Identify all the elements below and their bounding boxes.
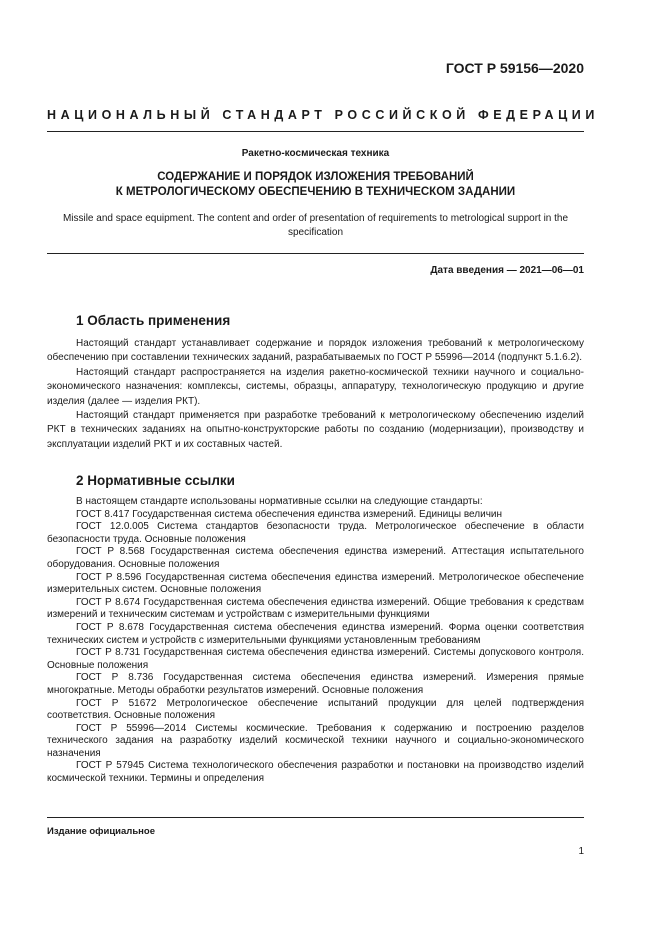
title-divider bbox=[47, 253, 584, 254]
reference-item: ГОСТ Р 8.731 Государственная система обеспечения единства измерений. Системы допускового контроля. Основные положения bbox=[47, 647, 584, 671]
document-id: ГОСТ Р 59156—2020 bbox=[445, 60, 584, 76]
footer-divider bbox=[47, 817, 584, 818]
reference-item: ГОСТ Р 8.674 Государственная система обеспечения единства измерений. Общие требования к средствам измерений и техническим системам и устройствам с измерительными функциями bbox=[47, 596, 584, 621]
reference-item: ГОСТ 8.417 Государственная система обеспечения единства измерений. Единицы величин bbox=[76, 508, 503, 520]
title-line: СОДЕРЖАНИЕ И ПОРЯДОК ИЗЛОЖЕНИЯ ТРЕБОВАНИЙ bbox=[157, 171, 474, 183]
paragraph: Настоящий стандарт устанавливает содержание и порядок изложения требований к метрологическому обеспечению при составлении технических заданий, разрабатываемых по ГОСТ Р 55996—2014 (подпункт 5.1.6.2). bbox=[47, 338, 584, 364]
official-edition-label: Издание официальное bbox=[47, 826, 155, 837]
reference-item: ГОСТ Р 8.678 Государственная система обеспечения единства измерений. Форма оценки соответствия технических систем и устройств с измерительными функциями установленным требованиям bbox=[47, 621, 584, 646]
introduction-date: Дата введения — 2021—06—01 bbox=[430, 265, 584, 276]
reference-item: ГОСТ Р 8.736 Государственная система обеспечения единства измерений. Измерения прямые многократные. Методы обработки результатов измерений. Основные положения bbox=[47, 672, 584, 696]
topic-line: Ракетно-космическая техника bbox=[241, 148, 390, 159]
section-references-body bbox=[47, 496, 584, 786]
title-line: К МЕТРОЛОГИЧЕСКОМУ ОБЕСПЕЧЕНИЮ В ТЕХНИЧЕСКОМ ЗАДАНИИ bbox=[115, 186, 516, 198]
document-title bbox=[47, 170, 584, 200]
reference-item: ГОСТ 12.0.005 Система стандартов безопасности труда. Метрологическое обеспечение в области безопасности труда. Основные положения bbox=[47, 521, 584, 545]
english-title: Missile and space equipment. The content and order of presentation of requirements to metrological support in the specification bbox=[62, 213, 569, 238]
paragraph: Настоящий стандарт распространяется на изделия ракетно-космической техники научного и социально-экономического назначения: комплексы, системы, образцы, аппаратуру, технологическую продукцию и другие изделия (далее — изделия РКТ). bbox=[47, 366, 584, 407]
reference-item: ГОСТ Р 8.568 Государственная система обеспечения единства измерений. Аттестация испытательного оборудования. Основные положения bbox=[47, 546, 584, 570]
paragraph: В настоящем стандарте использованы нормативные ссылки на следующие стандарты: bbox=[76, 496, 483, 507]
top-divider bbox=[47, 131, 584, 132]
reference-item: ГОСТ Р 8.596 Государственная система обеспечения единства измерений. Метрологическое обеспечение измерительных систем. Основные положения bbox=[47, 571, 584, 596]
reference-item: ГОСТ Р 57945 Система технологического обеспечения разработки и постановки на производство изделий космической техники. Термины и определения bbox=[47, 760, 584, 785]
page-number: 1 bbox=[578, 846, 584, 857]
paragraph: Настоящий стандарт применяется при разработке требований к метрологическому обеспечению изделий РКТ в технических заданиях на опытно-конструкторские работы по созданию (модернизации), производству и эксплуатации изделий РКТ и их составных частей. bbox=[47, 410, 584, 450]
reference-item: ГОСТ Р 55996—2014 Системы космические. Требования к содержанию и построению разделов технического задания на разработку изделий космической техники научного и социально-экономического назначения bbox=[47, 722, 584, 759]
standard-banner: НАЦИОНАЛЬНЫЙ СТАНДАРТ РОССИЙСКОЙ ФЕДЕРАЦИИ bbox=[47, 108, 599, 122]
reference-item: ГОСТ Р 51672 Метрологическое обеспечение испытаний продукции для целей подтверждения соответствия. Основные положения bbox=[47, 697, 584, 722]
section-scope-body bbox=[47, 337, 584, 452]
section-heading-references: 2 Нормативные ссылки bbox=[76, 473, 235, 488]
section-heading-scope: 1 Область применения bbox=[76, 313, 231, 328]
